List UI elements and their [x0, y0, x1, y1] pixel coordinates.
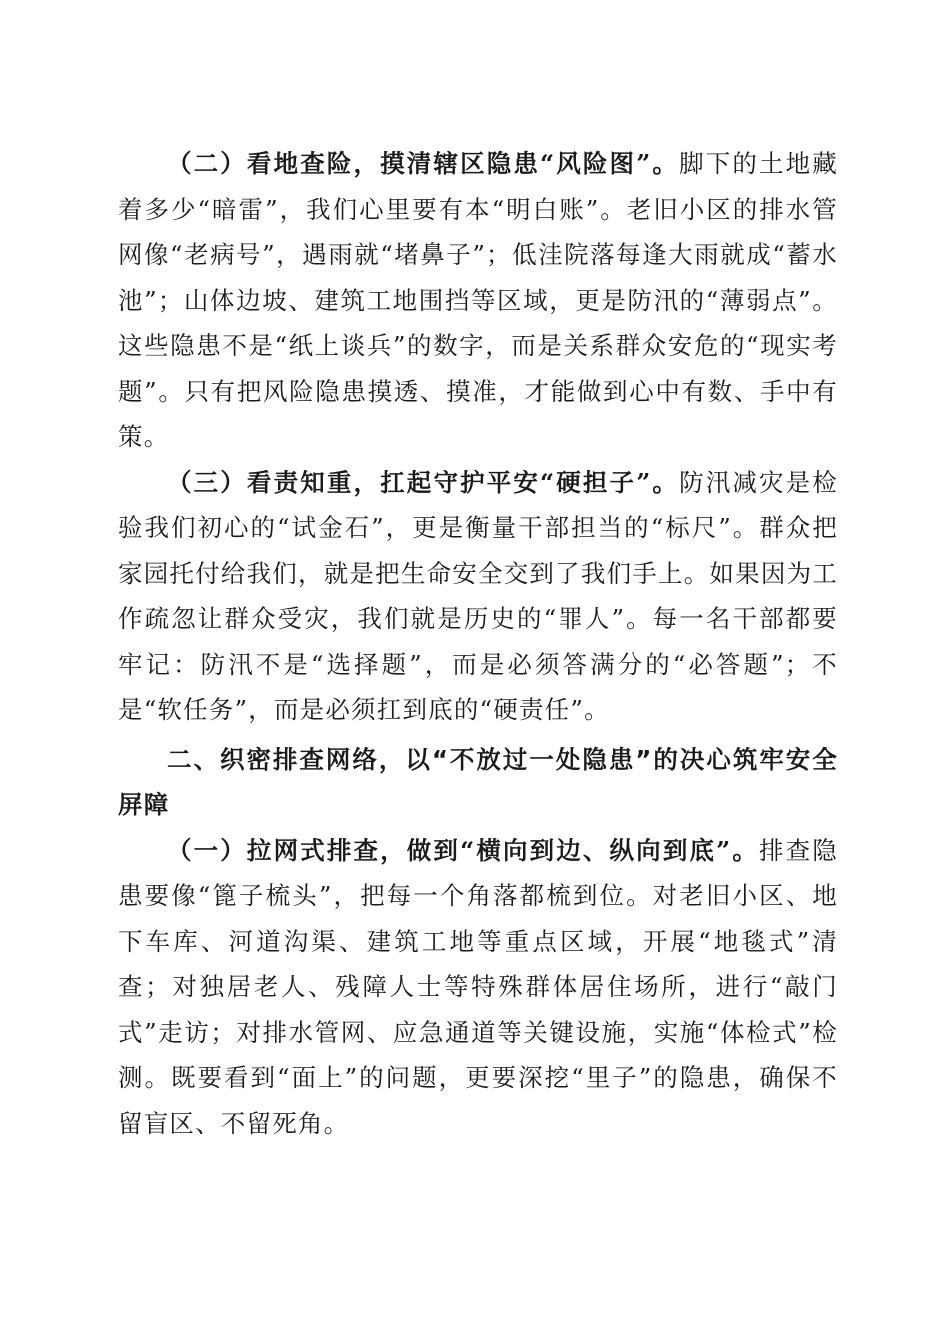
- document-page: [118, 141, 838, 1146]
- paragraph-lead: （一）拉网式排查，做到“横向到边、纵向到底”。: [167, 835, 759, 865]
- section-heading: 二、织密排查网络，以“不放过一处隐患”的决心筑牢安全屏障: [118, 744, 838, 819]
- paragraph-lead: （三）看责知重，扛起守护平安“硬担子”。: [167, 467, 680, 497]
- paragraph-net-inspection: [118, 828, 838, 1147]
- paragraph-lead: （二）看地查险，摸清辖区隐患“风险图”。: [167, 149, 680, 178]
- paragraph-risk-map: [118, 141, 838, 460]
- paragraph-body: 防汛减灾是检验我们初心的“试金石”，更是衡量干部担当的“标尺”。群众把家园托付给我们，就是把生命安全交到了我们手上。如果因为工作疏忽让群众受灾，我们就是历史的“罪人”。每一名干部都要牢记：防汛不是“选择题”，而是必须答满分的“必答题”；不是“软任务”，而是必须扛到底的“硬责任”。: [118, 467, 838, 724]
- paragraph-body: 脚下的土地藏着多少“暗雷”，我们心里要有本“明白账”。老旧小区的排水管网像“老病号”，遇雨就“堵鼻子”；低洼院落每逢大雨就成“蓄水池”；山体边坡、建筑工地围挡等区域，更是防汛的“薄弱点”。这些隐患不是“纸上谈兵”的数字，而是关系群众安危的“现实考题”。只有把风险隐患摸透、摸准，才能做到心中有数、手中有策。: [118, 149, 838, 451]
- paragraph-responsibility: [118, 460, 838, 733]
- paragraph-body: 排查隐患要像“篦子梳头”，把每一个角落都梳到位。对老旧小区、地下车库、河道沟渠、建筑工地等重点区域，开展“地毯式”清查；对独居老人、残障人士等特殊群体居住场所，进行“敲门式”走访；对排水管网、应急通道等关键设施，实施“体检式”检测。既要看到“面上”的问题，更要深挖“里子”的隐患，确保不留盲区、不留死角。: [118, 835, 838, 1138]
